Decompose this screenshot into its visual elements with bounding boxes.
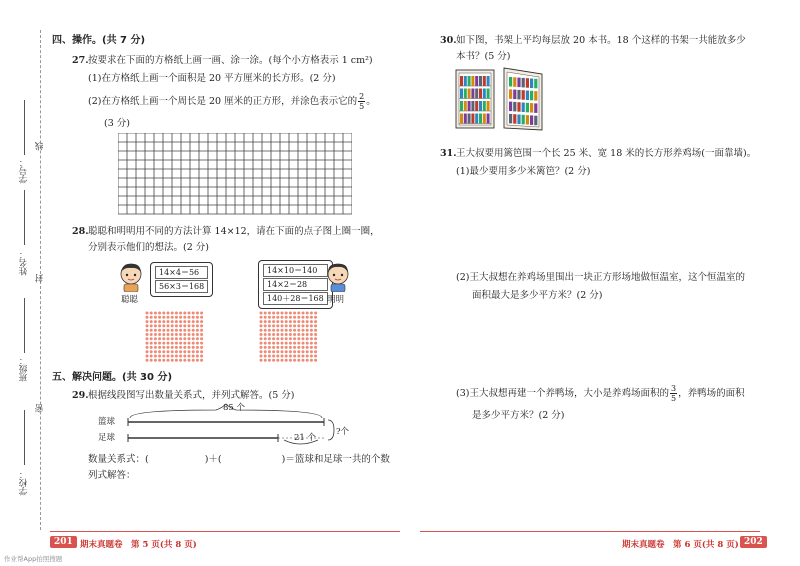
class-line (24, 298, 25, 353)
name-line (24, 190, 25, 245)
diagram-basketball-label: 篮球 (98, 417, 116, 427)
cong-dot-grid[interactable] (144, 310, 206, 364)
cong-equation-1: 14×4＝56 (155, 266, 208, 279)
q27-sub2-end: 。 (366, 96, 376, 107)
cong-name: 聪聪 (121, 295, 139, 305)
bookshelf-icon (456, 70, 494, 128)
school-label: 学校： (19, 470, 29, 496)
q29-relation-mid: )＋( (204, 454, 222, 465)
cong-avatar (117, 262, 145, 296)
q31-sub2-line1: (2)王大叔想在养鸡场里围出一块正方形场地做恒温室，这个恒温室的 (456, 272, 745, 283)
student-id-label: 学号： (19, 158, 29, 184)
cong-speech-bubble (150, 262, 213, 297)
q29-relation-line (88, 454, 390, 466)
name-label: 姓名： (19, 250, 29, 276)
ming-equation-2: 14×2＝28 (263, 278, 328, 291)
section-5-title: 五、解决问题。(共 30 分) (52, 372, 173, 383)
left-page-number: 201 (50, 536, 77, 548)
q30-line1: 如下图，书架上平均每层放 20 本书。18 个这样的书架一共能放多少 (456, 35, 746, 46)
right-footer-rule (420, 531, 760, 532)
q27-points: (3 分) (104, 118, 130, 129)
q31-sub3-text: (3)王大叔想再建一个养鸭场，大小是养鸡场面积的 (456, 388, 669, 399)
left-footer-title: 期末真题卷 第 5 页(共 8 页) (80, 540, 197, 550)
q27-grid-paper[interactable] (118, 133, 352, 215)
class-label: 班级： (19, 356, 29, 382)
q27-frac-numerator: 2 (359, 92, 365, 101)
boy-icon (324, 262, 352, 292)
bookshelf-illustration (454, 66, 546, 132)
q27-text: 按要求在下面的方格纸上画一画、涂一涂。(每个小方格表示 1 cm²) (88, 55, 373, 66)
boy-icon (117, 262, 145, 292)
ming-speech-bubble (258, 260, 333, 309)
diagram-difference-label: 21 个 (294, 433, 317, 443)
q27-sub2-text: (2)在方格纸上画一个周长是 20 厘米的正方形，并涂色表示它的 (88, 96, 358, 107)
q31-sub2-line2: 面积最大是多少平方米？(2 分) (472, 290, 603, 301)
q31-fraction (670, 384, 677, 403)
ming-name: 明明 (327, 295, 345, 305)
q29-answer-label: 列式解答： (88, 470, 136, 481)
q27-sub2 (88, 92, 376, 111)
q29-text: 根据线段图写出数量关系式，并列式解答。(5 分) (88, 390, 295, 401)
q28-line2: 分别表示他们的想法。(2 分) (88, 242, 209, 253)
q31-text: 王大叔要用篱笆围一个长 25 米、宽 18 米的长方形养鸡场(一面靠墙)。 (456, 148, 757, 159)
q28-number: 28. (72, 226, 89, 237)
q27-number: 27. (72, 55, 89, 66)
q29-number: 29. (72, 390, 89, 401)
q27-frac-denominator: 5 (359, 102, 365, 111)
q31-number: 31. (440, 148, 457, 159)
student-id-line (24, 100, 25, 155)
seal-mark-secret: 密 (35, 404, 45, 413)
q28-line1: 聪聪和明明用不同的方法计算 14×12，请在下面的点子图上圈一圈， (88, 226, 380, 237)
left-footer-rule (50, 531, 400, 532)
ming-dot-grid[interactable] (258, 310, 320, 364)
ming-avatar (324, 262, 352, 296)
q27-sub1: (1)在方格纸上画一个面积是 20 平方厘米的长方形。(2 分) (88, 73, 336, 84)
seal-mark-seal: 封 (35, 274, 45, 283)
q29-relation-start: 数量关系式：( (88, 454, 149, 465)
q29-relation-end: )＝篮球和足球一共的个数 (281, 454, 390, 465)
diagram-question-label: ?个 (336, 427, 350, 437)
cong-equation-2: 56×3＝168 (155, 280, 208, 293)
q31-sub3-end: ，养鸭场的面积 (678, 388, 745, 399)
diagram-football-label: 足球 (98, 433, 116, 443)
q30-line2: 本书？(5 分) (456, 51, 511, 62)
seal-mark-line: 线 (35, 142, 45, 151)
q31-sub3-line1 (456, 384, 745, 403)
diagram-total-label: 85 个 (223, 403, 246, 413)
ming-equation-3: 140＋28＝168 (263, 292, 328, 305)
binding-margin (0, 0, 48, 566)
right-footer-title: 期末真题卷 第 6 页(共 8 页) (622, 540, 739, 550)
q31-frac-numerator: 3 (670, 384, 677, 393)
q31-frac-denominator: 5 (670, 394, 677, 403)
ming-equation-1: 14×10＝140 (263, 264, 328, 277)
bookshelf-icon (504, 68, 542, 130)
school-line (24, 410, 25, 465)
q27-fraction (358, 92, 365, 111)
watermark: 作业帮App拍照搜题 (4, 555, 63, 563)
right-page-number: 202 (740, 536, 767, 548)
q30-number: 30. (440, 35, 457, 46)
section-4-title: 四、操作。(共 7 分) (52, 35, 146, 46)
q31-sub3-line2: 是多少平方米？(2 分) (472, 410, 565, 421)
q31-sub1: (1)最少要用多少米篱笆？(2 分) (456, 166, 591, 177)
